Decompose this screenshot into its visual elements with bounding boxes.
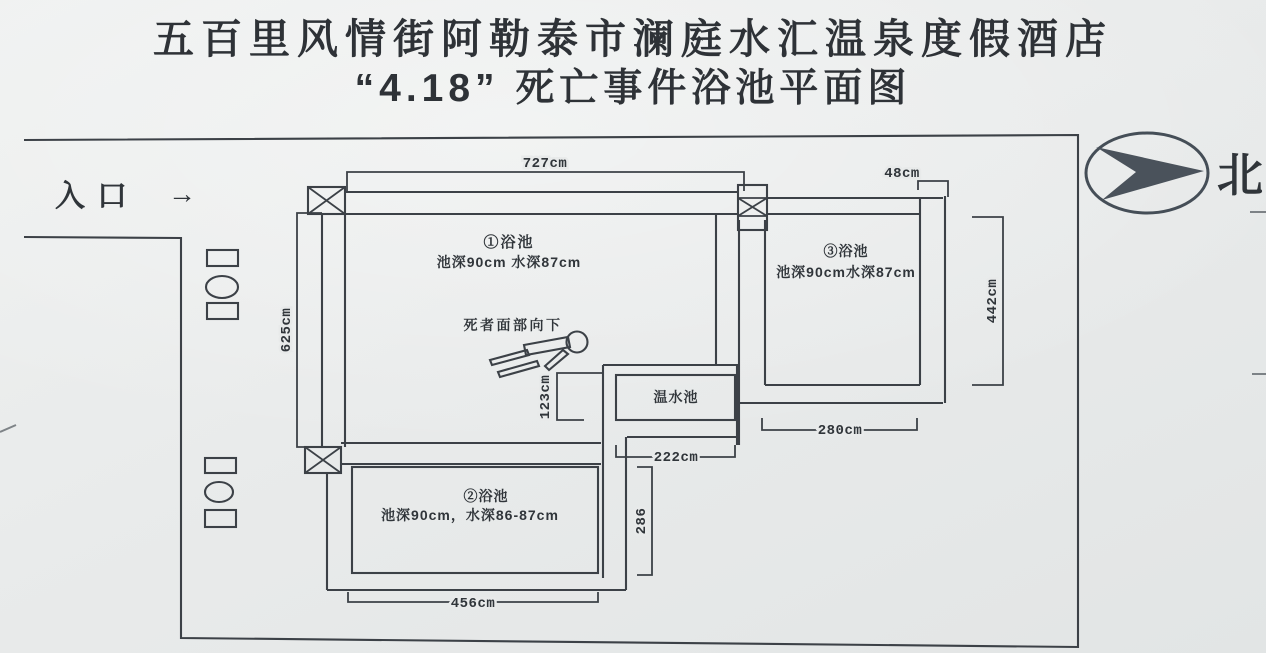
fixture-rect [205,510,236,527]
pool3-name: ③浴池 [823,243,869,259]
entrance-label-group [55,178,196,213]
pool2-spec: 池深90cm，水深86-87cm [381,507,559,523]
dim-pool2-bottom [348,592,598,612]
dim-label: 625cm [279,307,295,353]
deceased-label: 死者面部向下 [463,317,563,333]
pillar-x-icon [308,187,345,214]
pillar-northwest [308,187,345,214]
dim-label: 222cm [653,450,699,466]
north-arrow-icon [1096,147,1204,200]
dim-pool1-top [347,156,744,191]
north-label: 北 [1217,149,1263,201]
dim-pool3-bottom [762,418,917,439]
dim-bracket [557,373,602,420]
pool1-west-wall [322,214,345,447]
dim-label: 442cm [985,278,1001,324]
dim-label: 286 [634,507,650,535]
warm-pool-name: 温水池 [653,389,699,405]
deceased-arm [545,350,568,370]
deceased-figure [464,317,588,377]
plan-title-line1: 五百里风情街阿勒泰市澜庭水汇温泉度假酒店 [153,16,1113,62]
pool1-east-wall [716,214,765,445]
deceased-leg [498,361,539,377]
dim-bracket [918,181,948,197]
fixtures-lower-group [205,458,236,527]
pool1-name: ①浴池 [483,234,535,251]
entrance-label: 入口 [55,180,139,213]
fixture-round [206,276,238,298]
fixture-round [205,482,233,502]
scan-artifact [0,425,16,432]
fixture-rect [207,250,238,266]
dim-pool3-wall-gap [884,166,948,197]
deceased-torso [524,337,570,355]
pool1-spec: 池深90cm 水深87cm [436,254,582,270]
pool3-spec: 池深90cm水深87cm [776,264,916,280]
pool2-name: ②浴池 [463,488,509,504]
dim-label: 727cm [522,156,568,172]
fixture-rect [207,303,238,319]
dim-label: 123cm [538,374,554,420]
dim-warm-corridor [616,445,735,466]
plan-title-line2: “4.18” 死亡事件浴池平面图 [354,67,912,110]
entrance-arrow-icon: → [168,178,196,209]
dim-bracket [297,213,322,447]
dim-passage [634,467,652,575]
dim-label: 456cm [450,596,496,612]
pillar-southwest [305,447,341,473]
dim-label: 280cm [817,423,863,439]
fixture-rect [205,458,236,473]
deceased-leg [490,350,529,365]
pool3-wall-lines [740,196,945,403]
dim-pool3-east [972,217,1003,385]
pool1-south-wall [341,443,601,464]
dim-pool1-ledge [538,373,602,420]
dim-bracket [347,172,744,191]
pool3-walls [740,196,945,403]
pillar-x-icon [305,447,341,473]
pillar-x-icon [738,198,767,216]
pillar-middle [738,185,767,230]
north-wall [345,192,943,214]
fixtures-upper-group [206,250,238,319]
dim-label: 48cm [884,166,920,182]
compass-group [1086,133,1263,213]
dim-pool1-west [279,213,322,447]
